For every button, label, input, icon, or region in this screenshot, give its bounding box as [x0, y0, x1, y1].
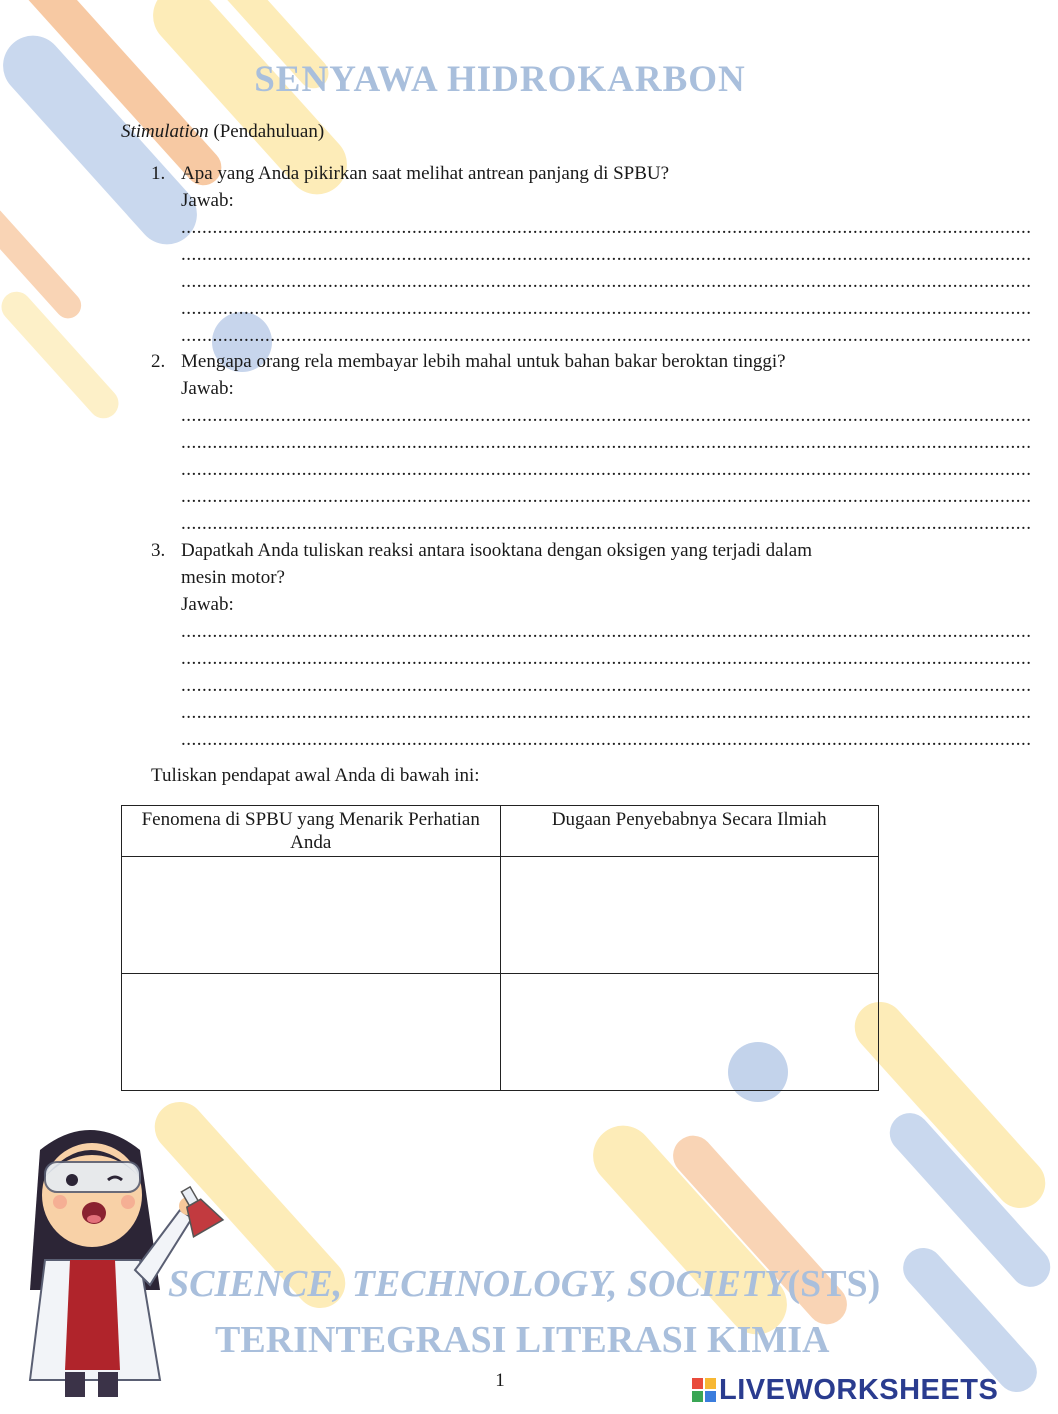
- question-3: [151, 537, 1032, 753]
- table-row: [122, 857, 879, 974]
- answer-label: Jawab:: [181, 378, 234, 399]
- opinion-prompt: Tuliskan pendapat awal Anda di bawah ini:: [151, 765, 480, 786]
- answer-line[interactable]: ..................................................................................................................................................................: [181, 486, 1032, 507]
- answer-line[interactable]: ..................................................................................................................................................................: [181, 271, 1032, 292]
- question-number: 3.: [151, 540, 166, 561]
- answer-line[interactable]: ..................................................................................................................................................................: [181, 621, 1032, 642]
- answer-label: Jawab:: [181, 190, 234, 211]
- answer-line[interactable]: ..................................................................................................................................................................: [181, 702, 1032, 723]
- table-cell-input[interactable]: [500, 974, 879, 1091]
- answer-line[interactable]: ..................................................................................................................................................................: [181, 298, 1032, 319]
- question-2: [151, 348, 1032, 537]
- table-cell-input[interactable]: [122, 857, 501, 974]
- table-cell-input[interactable]: [500, 857, 879, 974]
- question-1: [151, 160, 1032, 349]
- answer-line[interactable]: ..................................................................................................................................................................: [181, 459, 1032, 480]
- section-heading: [121, 121, 324, 143]
- footer-line-1-main: SCIENCE, TECHNOLOGY, SOCIETY: [168, 1263, 788, 1305]
- footer-line-1: [168, 1262, 880, 1306]
- scientist-illustration: [10, 1110, 225, 1405]
- answer-label: Jawab:: [181, 594, 234, 615]
- question-text: Apa yang Anda pikirkan saat melihat antrean panjang di SPBU?: [181, 163, 670, 184]
- question-text: Dapatkah Anda tuliskan reaksi antara isooktana dengan oksigen yang terjadi dalam mesin motor?: [181, 540, 813, 588]
- table-row: [122, 974, 879, 1091]
- question-number: 1.: [151, 163, 166, 184]
- table-cell-input[interactable]: [122, 974, 501, 1091]
- table-header-row: [122, 806, 879, 857]
- page-title: SENYAWA HIDROKARBON: [254, 59, 746, 100]
- footer-line-1-suffix: (STS): [787, 1263, 881, 1305]
- liveworksheets-logo-icon: [692, 1378, 716, 1402]
- page-number: 1: [495, 1370, 505, 1391]
- liveworksheets-brand[interactable]: [692, 1374, 998, 1407]
- answer-line[interactable]: ..................................................................................................................................................................: [181, 405, 1032, 426]
- column-header-cause: Dugaan Penyebabnya Secara Ilmiah: [500, 806, 879, 857]
- section-heading-italic: Stimulation: [121, 121, 209, 142]
- question-text: Mengapa orang rela membayar lebih mahal untuk bahan bakar beroktan tinggi?: [181, 351, 786, 372]
- answer-line[interactable]: ..................................................................................................................................................................: [181, 244, 1032, 265]
- footer-line-2: TERINTEGRASI LITERASI KIMIA: [215, 1319, 830, 1361]
- answer-line[interactable]: ..................................................................................................................................................................: [181, 217, 1032, 238]
- answer-line[interactable]: ..................................................................................................................................................................: [181, 675, 1032, 696]
- answer-line[interactable]: ..................................................................................................................................................................: [181, 513, 1032, 534]
- section-heading-rest: (Pendahuluan): [208, 121, 325, 142]
- column-header-phenomenon: Fenomena di SPBU yang Menarik Perhatian Anda: [122, 806, 501, 857]
- answer-line[interactable]: ..................................................................................................................................................................: [181, 648, 1032, 669]
- answer-line[interactable]: ..................................................................................................................................................................: [181, 432, 1032, 453]
- opinion-table: [121, 805, 879, 1091]
- liveworksheets-text: LIVEWORKSHEETS: [719, 1374, 999, 1406]
- answer-line[interactable]: ..................................................................................................................................................................: [181, 325, 1032, 346]
- answer-line[interactable]: ..................................................................................................................................................................: [181, 729, 1032, 750]
- question-number: 2.: [151, 351, 166, 372]
